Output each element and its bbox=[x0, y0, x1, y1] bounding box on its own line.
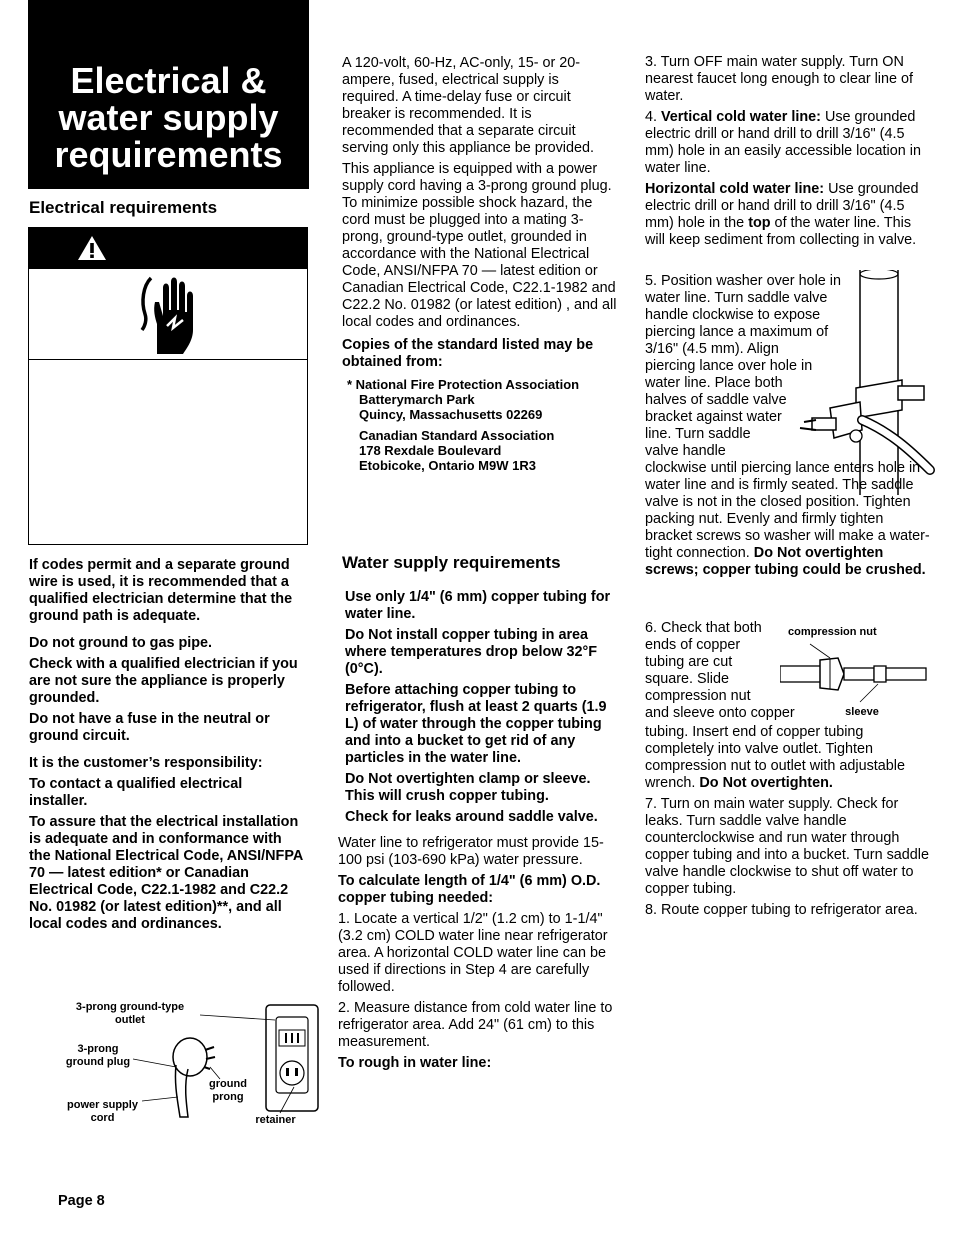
csa-street: 178 Rexdale Boulevard bbox=[359, 443, 502, 458]
water-note-tubing: Use only 1/4" (6 mm) copper tubing for water line. bbox=[345, 589, 611, 622]
note-check-electrician: Check with a qualified electrician if you are not sure the appliance is properly grounded. bbox=[29, 656, 298, 706]
step-7: 7. Turn on main water supply. Check for leaks. Turn saddle valve handle counterclockwise and run water through copper tubing and into a bucket. Turn saddle valve handle clockwise to shut off water to copper tubing. bbox=[645, 796, 930, 897]
right-bottom-text bbox=[645, 724, 930, 923]
rough-in-heading: To rough in water line: bbox=[338, 1055, 492, 1071]
warning-box bbox=[28, 227, 308, 545]
electrical-notes bbox=[29, 557, 304, 937]
cord-label: power supply cord bbox=[67, 1099, 138, 1124]
step-8: 8. Route copper tubing to refrigerator area. bbox=[645, 902, 918, 918]
address-block bbox=[342, 377, 618, 473]
step-4-text: Use grounded electric drill or hand drill to drill 3/16" (4.5 mm) hole in an easily accessible location in water line. bbox=[645, 109, 921, 176]
step-5-warning: Do Not overtighten screws; copper tubing could be crushed. bbox=[645, 545, 926, 578]
step-5-line: bracket against water bbox=[645, 409, 782, 425]
step-6-line: square. Slide bbox=[645, 671, 729, 687]
water-note-overtighten: Do Not overtighten clamp or sleeve. This will crush copper tubing. bbox=[345, 771, 591, 804]
middle-top-text bbox=[342, 55, 618, 473]
step-5-line: piercing lance over hole in bbox=[645, 358, 813, 374]
step-5-line: 5. Position washer over hole in bbox=[645, 273, 841, 289]
step-5-line: line. Turn saddle bbox=[645, 426, 751, 442]
water-note-temperature: Do Not install copper tubing in area where temperatures drop below 32°F (0°C). bbox=[345, 627, 598, 677]
water-note-leaks: Check for leaks around saddle valve. bbox=[345, 809, 598, 825]
note-gas-pipe: Do not ground to gas pipe. bbox=[29, 635, 213, 651]
step-5-line: valve handle bbox=[645, 443, 726, 459]
plug-label: 3-prong ground plug bbox=[65, 1043, 131, 1068]
note-assure-installation: To assure that the electrical installation is adequate and in conformance with the National Electrical Code, ANSI/NFPA 70 — latest edition* or Canadian Electrical Code, C22.1-1982 and C22.2 No. 01982 (or latest edition)**, and all local codes and ordinances. bbox=[29, 814, 303, 932]
step-5-line: halves of saddle valve bbox=[645, 392, 787, 408]
pressure-paragraph: Water line to refrigerator must provide 15-100 psi (103-690 kPa) water pressure. bbox=[338, 835, 604, 868]
csa-city: Etobicoke, Ontario M9W 1R3 bbox=[359, 458, 536, 473]
plug-outlet-figure bbox=[50, 995, 330, 1135]
retainer-label: retainer bbox=[255, 1114, 296, 1126]
step-5-continued bbox=[645, 460, 930, 579]
step-6-line: ends of copper bbox=[645, 637, 741, 653]
horizontal-text-1: Use grounded electric drill or hand drill to drill 3/16" (4.5 mm) hole in the bbox=[645, 181, 919, 231]
electrical-heading: Electrical requirements bbox=[29, 198, 218, 217]
outlet-label: 3-prong ground-type outlet bbox=[75, 1001, 185, 1026]
middle-bottom-text bbox=[338, 835, 614, 1076]
sleeve-label: sleeve bbox=[845, 706, 879, 718]
step-4-prefix: 4. bbox=[645, 109, 661, 125]
step-5-line: handle clockwise to expose bbox=[645, 307, 821, 323]
warning-triangle-icon bbox=[77, 235, 107, 261]
note-responsibility: It is the customer’s responsibility: bbox=[29, 755, 263, 771]
step-6-line: 6. Check that both bbox=[645, 620, 762, 636]
copies-heading: Copies of the standard listed may be obtained from: bbox=[342, 337, 594, 370]
note-contact-installer: To contact a qualified electrical installer. bbox=[29, 776, 243, 809]
ground-prong-label: ground prong bbox=[209, 1078, 247, 1103]
calc-heading: To calculate length of 1/4" (6 mm) O.D. copper tubing needed: bbox=[338, 873, 601, 906]
horizontal-line-paragraph bbox=[645, 181, 930, 249]
step-4-label: Vertical cold water line: bbox=[661, 109, 821, 125]
nfpa-name: * National Fire Protection Association bbox=[347, 377, 580, 392]
step-6-continued bbox=[645, 724, 930, 792]
title-block bbox=[28, 0, 309, 189]
compression-nut-label: compression nut bbox=[788, 626, 877, 638]
step-5-line: piercing lance a maximum of bbox=[645, 324, 829, 340]
step-1: 1. Locate a vertical 1/2" (1.2 cm) to 1-1/4" (3.2 cm) COLD water line near refrigerator area. A horizontal COLD water line can be used if directions in Step 4 are carefully followed. bbox=[338, 911, 608, 995]
warning-divider bbox=[29, 359, 307, 360]
supply-paragraph: A 120-volt, 60-Hz, AC-only, 15- or 20-ampere, fused, electrical supply is required. A time-delay fuse or circuit breaker is recommended. It is recommended that a separate circuit serving only this appliance be provided. bbox=[342, 55, 594, 156]
horizontal-text-2: of the water line. This will keep sediment from collecting in valve. bbox=[645, 215, 917, 248]
water-note-flush: Before attaching copper tubing to refrigerator, flush at least 2 quarts (1.9 L) of water through the copper tubing and into a bucket to get rid of any particles in the water line. bbox=[345, 682, 607, 766]
horizontal-top: top bbox=[748, 215, 771, 231]
step-5-line: water line. Place both bbox=[645, 375, 783, 391]
nfpa-street: Batterymarch Park bbox=[359, 392, 475, 407]
step-2: 2. Measure distance from cold water line to refrigerator area. Add 24" (61 cm) to this measurement. bbox=[338, 1000, 613, 1050]
step-4 bbox=[645, 109, 930, 177]
note-fuse: Do not have a fuse in the neutral or ground circuit. bbox=[29, 711, 270, 744]
water-notes bbox=[345, 589, 617, 830]
step-6-line: compression nut bbox=[645, 688, 751, 704]
page-number: Page 8 bbox=[58, 1193, 105, 1209]
step-6-line: and sleeve onto copper bbox=[645, 705, 795, 721]
nfpa-city: Quincy, Massachusetts 02269 bbox=[359, 407, 543, 422]
water-heading: Water supply requirements bbox=[342, 553, 561, 572]
right-top-text bbox=[645, 54, 930, 253]
horizontal-label: Horizontal cold water line: bbox=[645, 181, 825, 197]
step-5-line: 3/16" (4.5 mm). Align bbox=[645, 341, 779, 357]
step-6-warning: Do Not overtighten. bbox=[695, 775, 833, 791]
cord-paragraph: This appliance is equipped with a power supply cord having a 3-prong ground plug. To minimize possible shock hazard, the cord must be plugged into a mating 3-prong, ground-type outlet, grounded in accordance with the National Electrical Code, ANSI/NFPA 70 — latest edition or Canadian Electrical Code, C22.1-1982 and C22.2 No. 01982 (or latest edition) , and all local codes and ordinances. bbox=[342, 161, 617, 330]
warning-header bbox=[29, 228, 307, 269]
step-6-rest: tubing. Insert end of copper tubing completely into valve outlet. Tighten compression nut to outlet with adjustable wrench. bbox=[645, 724, 905, 791]
step-6-line: tubing are cut bbox=[645, 654, 733, 670]
electric-shock-hand-icon bbox=[137, 268, 207, 358]
step-5-line: water line. Turn saddle valve bbox=[645, 290, 828, 306]
step-5-rest: clockwise until piercing lance enters hole in water line and is firmly seated. The saddle valve is not in the closed position. Tighten packing nut. Evenly and firmly tighten bracket screws so washer will make a water-tight connection. bbox=[645, 460, 930, 561]
note-separate-ground: If codes permit and a separate ground wire is used, it is recommended that a qualified electrician determine that the ground path is adequate. bbox=[29, 557, 293, 624]
step-3: 3. Turn OFF main water supply. Turn ON nearest faucet long enough to clear line of water. bbox=[645, 54, 914, 104]
page-title: Electrical & water supply requirements bbox=[54, 60, 283, 175]
csa-name: Canadian Standard Association bbox=[359, 428, 555, 443]
compression-nut-figure bbox=[780, 620, 930, 725]
